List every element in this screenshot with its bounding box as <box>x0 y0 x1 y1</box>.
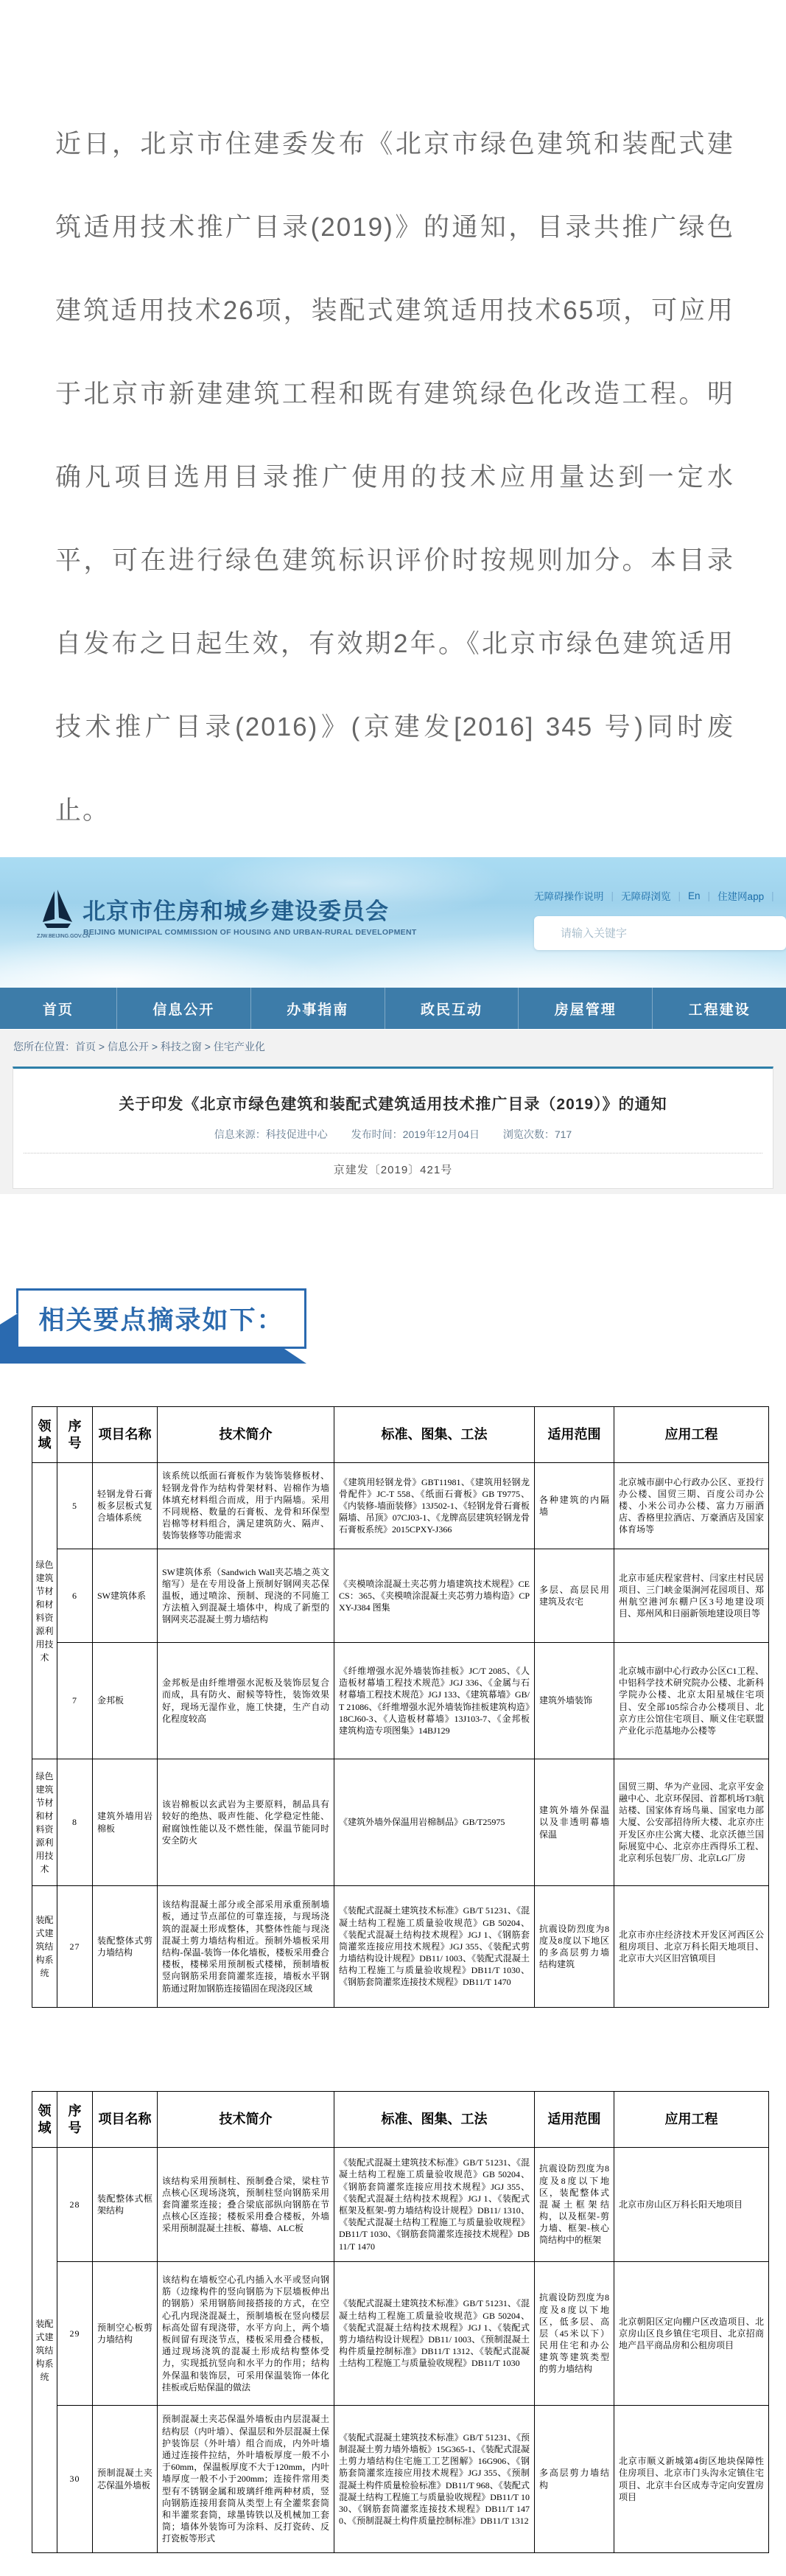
domain-cell: 绿色建筑节材和材料资源利用技术 <box>32 1463 57 1759</box>
scope-cell: 建筑外墙装饰 <box>535 1643 614 1759</box>
breadcrumb-path[interactable]: 首页 > 信息公开 > 科技之窗 > 住宅产业化 <box>75 1041 265 1053</box>
table-row <box>32 1463 769 1549</box>
seq-cell: 5 <box>57 1463 93 1549</box>
projects-cell: 北京市延庆程家营村、闫家庄村民居项目、三门峡金渠涧河花园项目、郑州航空港河东棚户区3号地建设项目、郑州风和日丽新领地建设项目等 <box>614 1549 769 1643</box>
name-cell: 装配整体式框架结构 <box>93 2148 158 2262</box>
sail-logo-icon <box>40 920 75 932</box>
desc-cell: SW建筑体系（Sandwich Wall夹芯墙之英文缩写）是在专用设备上预制好钢网夹芯保温板，通过喷涂、预制、现浇的不同施工方法植入到混凝土墙体中，构成了新型的钢网夹芯混凝土剪力墙结构 <box>158 1549 334 1643</box>
name-cell: 装配整体式剪力墙结构 <box>93 1886 158 2008</box>
article-source: 信息来源：科技促进中心 <box>214 1128 328 1140</box>
section-heading: 相关要点摘录如下： <box>38 1306 284 1335</box>
breadcrumb-label: 您所在位置： <box>13 1041 75 1053</box>
article-date: 发布时间：2019年12月04日 <box>351 1128 480 1140</box>
article-title: 关于印发《北京市绿色建筑和装配式建筑适用技术推广目录（2019）》的通知 <box>119 1096 667 1113</box>
domain-cell: 绿色建筑节材和材料资源利用技术 <box>32 1759 57 1886</box>
col-header-6: 应用工程 <box>614 2092 769 2148</box>
name-cell: 预制混凝土夹芯保温外墙板 <box>93 2406 158 2553</box>
nav-item-service-guide[interactable]: 办事指南 <box>250 988 385 1029</box>
col-header-1: 序号 <box>57 1407 93 1463</box>
scope-cell: 各种建筑的内隔墙 <box>535 1463 614 1549</box>
scope-cell: 建筑外墙外保温以及非透明幕墙保温 <box>535 1759 614 1886</box>
projects-cell: 北京朝阳区定向棚户区改造项目、北京房山区良乡镇住宅项目、北京招商地产昌平商品房和公租房项目 <box>614 2262 769 2406</box>
top-link-bar <box>534 888 786 903</box>
name-cell: 预制空心板剪力墙结构 <box>93 2262 158 2406</box>
projects-cell: 北京城市副中心行政办公区、亚投行办公楼、国贸三期、百度公司办公楼、小米公司办公楼、富力万丽酒店、香格里拉酒店、万豪酒店及国家体育场等 <box>614 1463 769 1549</box>
breadcrumb[interactable] <box>0 1030 786 1054</box>
col-header-3: 技术简介 <box>158 1407 334 1463</box>
projects-cell: 国贸三期、华为产业园、北京平安金融中心、北京环保园、首都机场T3航站楼、国家体育场鸟巢、国家电力部大厦、公安部招待所大楼、北京亦庄开发区亦庄公寓大楼、北京沃德兰国际展览中心、北京亦庄西得乐工程、北京利乐包装厂房、北京LG厂房 <box>614 1759 769 1886</box>
nav-item-construction[interactable]: 工程建设 <box>652 988 786 1029</box>
article-meta <box>13 1127 773 1142</box>
desc-cell: 该结构采用预制柱、预制叠合梁，梁柱节点核心区现场浇筑，预制柱竖向钢筋采用套筒灌浆连接；叠合梁底部纵向钢筋在节点核心区连接；楼板采用叠合楼板，外墙采用预制混凝土挂板、幕墙、ALC板 <box>158 2148 334 2262</box>
doc-number: 京建发〔2019〕421号 <box>333 1164 453 1176</box>
desc-cell: 该系统以纸面石膏板作为装饰装修板材、轻钢龙骨作为结构骨架材料、岩棉作为墙体填充材料组合而成，用于内隔墙。采用不同规格、数量的石膏板、龙骨和环保型岩棉等材料组合，满足建筑防火、隔声、装饰装修等功能需求 <box>158 1463 334 1549</box>
standards-cell: 《装配式混凝土建筑技术标准》GB/T 51231、《预制混凝土剪力墙外墙板》15G365-1、《装配式混凝土剪力墙结构住宅施工工艺图解》16G906、《钢筋套筒灌浆连接应用技术规程》JGJ 355、《预制混凝土构件质量检验标准》DB11/T 968、《装配式混凝土结构工程施工与质量验收规程》DB11/T 1030、《钢筋套筒灌浆连接技术规程》DB11/T 1470、《预制混凝土构件质量控制标准》DB11/T 1312 <box>334 2406 535 2553</box>
top-link-divider: | <box>707 890 711 901</box>
top-link-app[interactable]: 住建网app <box>717 891 765 902</box>
seq-cell: 8 <box>57 1759 93 1886</box>
seq-cell: 27 <box>57 1886 93 2008</box>
main-nav <box>0 988 786 1029</box>
desc-cell: 预制混凝土夹芯保温外墙板由内层混凝土结构层（内叶墙）、保温层和外层混凝土保护装饰层（外叶墙）组合而成，内外叶墙通过连接件拉结，外叶墙板厚度一般不小于60mm，保温板厚度不大于120mm，内叶墙厚度一般不小于200mm；连接件常用类型有不锈钢金属和玻璃纤维两种材质，竖向钢筋连接用套筒从类型上有全灌浆套筒和半灌浆套筒，球墨铸铁以及机械加工套筒；墙体外装饰可为涂料、反打瓷砖、反打瓷板等形式 <box>158 2406 334 2553</box>
standards-cell: 《建筑外墙外保温用岩棉制品》GB/T25975 <box>334 1759 535 1886</box>
org-title: 北京市住房和城乡建设委员会 <box>83 898 389 924</box>
domain-cell: 装配式建筑结构系统 <box>32 2148 57 2553</box>
search-box <box>534 916 786 950</box>
col-header-2: 项目名称 <box>93 1407 158 1463</box>
table-row <box>32 2148 769 2262</box>
table-row <box>32 2262 769 2406</box>
desc-cell: 金邦板是由纤维增强水泥板及装饰层复合而成，具有防火、耐候等特性，装饰效果好，现场无湿作业，施工快捷，生产自动化程度较高 <box>158 1643 334 1759</box>
projects-cell: 北京市亦庄经济技术开发区河西区公租房项目、北京万科长阳天地项目、北京市大兴区旧宫镇项目 <box>614 1886 769 2008</box>
tech-table-1 <box>32 1406 769 2008</box>
ribbon-fold-top-left <box>0 1313 18 1324</box>
top-link-english[interactable]: En <box>688 890 701 901</box>
seq-cell: 28 <box>57 2148 93 2262</box>
nav-item-info-disclosure[interactable]: 信息公开 <box>116 988 250 1029</box>
standards-cell: 《装配式混凝土建筑技术标准》GB/T 51231、《混凝土结构工程施工质量验收规范》GB 50204、《装配式混凝土结构技术规程》JGJ 1、《钢筋套筒灌浆连接应用技术规程》JGJ 355、《装配式剪力墙结构设计规程》DB11/ 1003、《装配式混凝土结构工程施工与质量验收规程》DB11/T 1030、《钢筋套筒灌浆连接技术规程》DB11/T 1470 <box>334 1886 535 2008</box>
desc-cell: 该结构在墙板空心孔内插入水平或竖向钢筋（边缘构件的竖向钢筋为下层墙板伸出的钢筋）采用钢筋间接搭接的方式，在空心孔内现浇混凝土，预制墙板在竖向楼层标高处留有现浇带，水平方向上，两个墙板间留有现浇节点，楼板采用叠合楼板，通过现场浇筑的混凝土形成结构整体受力，实现抵抗竖向和水平力的作用；结构外保温和装饰层，可采用保温装饰一体化挂板或后贴保温的做法 <box>158 2262 334 2406</box>
col-header-0: 领域 <box>32 2092 57 2148</box>
col-header-4: 标准、图集、工法 <box>334 1407 535 1463</box>
seq-cell: 30 <box>57 2406 93 2553</box>
site-banner <box>0 857 786 988</box>
desc-cell: 该结构混凝土部分或全部采用承重预制墙板，通过节点部位的可靠连接，与现场浇筑的混凝土形成整体，其整体性能与现浇混凝土剪力墙结构相近。预制外墙板采用结构-保温-装饰一体化墙板，楼板采用叠合楼板，楼梯采用预制板式楼梯，预制墙板竖向钢筋采用套筒灌浆连接，墙板水平钢筋通过附加钢筋连接锚固在现浇段区域 <box>158 1886 334 2008</box>
col-header-5: 适用范围 <box>535 2092 614 2148</box>
domain-cell: 装配式建筑结构系统 <box>32 1886 57 2008</box>
standards-cell: 《装配式混凝土建筑技术标准》GB/T 51231、《混凝土结构工程施工质量验收规范》GB 50204、《装配式混凝土结构技术规程》JGJ 1、《装配式剪力墙结构设计规程》DB11/ 1003、《预制混凝土构件质量控制标准》DB11/T 1312、《装配式混凝土结构工程施工与质量验收规程》DB11/T 1030 <box>334 2262 535 2406</box>
article-views: 浏览次数：717 <box>502 1128 572 1140</box>
projects-cell: 北京市顺义新城第4街区地块保障性住房项目、北京市门头沟永定镇住宅项目、北京丰台区成寿寺定向安置房项目 <box>614 2406 769 2553</box>
name-cell: 建筑外墙用岩棉板 <box>93 1759 158 1886</box>
table-row <box>32 1759 769 1886</box>
article-card <box>13 1067 773 1189</box>
desc-cell: 该岩棉板以玄武岩为主要原料，制品具有较好的绝热、吸声性能、化学稳定性能、耐腐蚀性能以及不燃性能，保温节能同时安全防火 <box>158 1759 334 1886</box>
scope-cell: 抗震设防烈度为8度及8度以下地区，低多层、高层（45米以下）民用住宅和办公建筑等建筑类型的剪力墙结构 <box>535 2262 614 2406</box>
section-ribbon <box>0 1288 324 1369</box>
col-header-3: 技术简介 <box>158 2092 334 2148</box>
col-header-5: 适用范围 <box>535 1407 614 1463</box>
scope-cell: 抗震设防烈度为8度及8度以下地区，装配整体式混凝土框架结构，以及框架-剪力墙、框架-核心筒结构中的框架 <box>535 2148 614 2262</box>
standards-cell: 《装配式混凝土建筑技术标准》GB/T 51231、《混凝土结构工程施工质量验收规范》GB 50204、《钢筋套筒灌浆连接应用技术规程》JGJ 355、《装配式混凝土结构技术规程》JGJ 1、《装配式框架及框架-剪力墙结构设计规程》DB11/ 1310、《装配式混凝土结构工程施工与质量验收规程》DB11/T 1030、《钢筋套筒灌浆连接技术规程》DB11/T 1470 <box>334 2148 535 2262</box>
top-link-divider: | <box>611 890 614 901</box>
table-row <box>32 1549 769 1643</box>
nav-item-home[interactable]: 首页 <box>42 1002 74 1018</box>
table-row <box>32 2406 769 2553</box>
col-header-6: 应用工程 <box>614 1407 769 1463</box>
standards-cell: 《建筑用轻钢龙骨》GBT11981、《建筑用轻钢龙骨配件》JC-T 558、《纸面石膏板》GB T9775、《内装修-墙面装修》13J502-1、《轻钢龙骨石膏板隔墙、吊顶》07CJ03-1、《龙牌高层建筑轻钢龙骨石膏板系统》2015CPXY-J366 <box>334 1463 535 1549</box>
breadcrumb-zone <box>0 1030 786 1194</box>
scope-cell: 多层、高层民用建筑及农宅 <box>535 1549 614 1643</box>
table-row <box>32 1643 769 1759</box>
name-cell: 金邦板 <box>93 1643 158 1759</box>
scope-cell: 抗震设防烈度为8度及8度以下地区的多高层剪力墙结构建筑 <box>535 1886 614 2008</box>
name-cell: SW建筑体系 <box>93 1549 158 1643</box>
nav-item-housing-mgmt[interactable]: 房屋管理 <box>518 988 652 1029</box>
standards-cell: 《纤维增强水泥外墙装饰挂板》JC/T 2085、《人造板材幕墙工程技术规范》JGJ 336、《金属与石材幕墙工程技术规范》JGJ 133、《建筑幕墙》GB/T 21086、《纤维增强水泥外墙装饰挂板建筑构造》18CJ60-3、《人造板材幕墙》13J103-7、《金邦板建筑构造专项图集》14BJ129 <box>334 1643 535 1759</box>
name-cell: 轻钢龙骨石膏板多层板式复合墙体系统 <box>93 1463 158 1549</box>
col-header-2: 项目名称 <box>93 2092 158 2148</box>
site-logo[interactable] <box>37 890 91 939</box>
tech-table-2 <box>32 2091 769 2553</box>
projects-cell: 北京市房山区万科长阳天地项目 <box>614 2148 769 2262</box>
top-link-divider: | <box>771 890 774 901</box>
top-link-accessibility-browse[interactable]: 无障碍浏览 <box>621 891 671 902</box>
col-header-1: 序号 <box>57 2092 93 2148</box>
logo-caption: ZJW.BEIJING.GOV.CN <box>37 934 91 939</box>
intro-paragraph: 近日，北京市住建委发布《北京市绿色建筑和装配式建筑适用技术推广目录(2019)》的通知，目录共推广绿色建筑适用技术26项，装配式建筑适用技术65项，可应用于北京市新建建筑工程和既有建筑绿色化改造工程。明确凡项目选用目录推广使用的技术应用量达到一定水平，可在进行绿色建筑标识评价时按规则加分。本目录自发布之日起生效，有效期2年。《北京市绿色建筑适用技术推广目录(2016)》(京建发[2016] 345 号)同时废止。 <box>55 130 734 825</box>
projects-cell: 北京城市副中心行政办公区C1工程、中铝科学技术研究院办公楼、北新科学院办公楼、北京太阳星城住宅项目、安全部105综合办公楼项目、北京方庄公馆住宅项目、顺义住宅联盟产业化示范基地办公楼等 <box>614 1643 769 1759</box>
seq-cell: 29 <box>57 2262 93 2406</box>
col-header-0: 领域 <box>32 1407 57 1463</box>
section-heading-box <box>16 1288 306 1349</box>
scope-cell: 多高层剪力墙结构 <box>535 2406 614 2553</box>
org-subtitle: BEIJING MUNICIPAL COMMISSION OF HOUSING AND URBAN-RURAL DEVELOPMENT <box>83 928 417 937</box>
seq-cell: 7 <box>57 1643 93 1759</box>
search-input[interactable] <box>559 916 768 950</box>
top-link-divider: | <box>678 890 681 901</box>
standards-cell: 《夹模喷涂混凝土夹芯剪力墙建筑技术规程》CECS：365、《夹模喷涂混凝土夹芯剪力墙构造》CPXY-J384 图集 <box>334 1549 535 1643</box>
seq-cell: 6 <box>57 1549 93 1643</box>
top-link-accessibility-help[interactable]: 无障碍操作说明 <box>534 891 604 902</box>
table-row <box>32 1886 769 2008</box>
col-header-4: 标准、图集、工法 <box>334 2092 535 2148</box>
ribbon-fold-bottom-right <box>284 1349 306 1364</box>
nav-item-interaction[interactable]: 政民互动 <box>385 988 519 1029</box>
